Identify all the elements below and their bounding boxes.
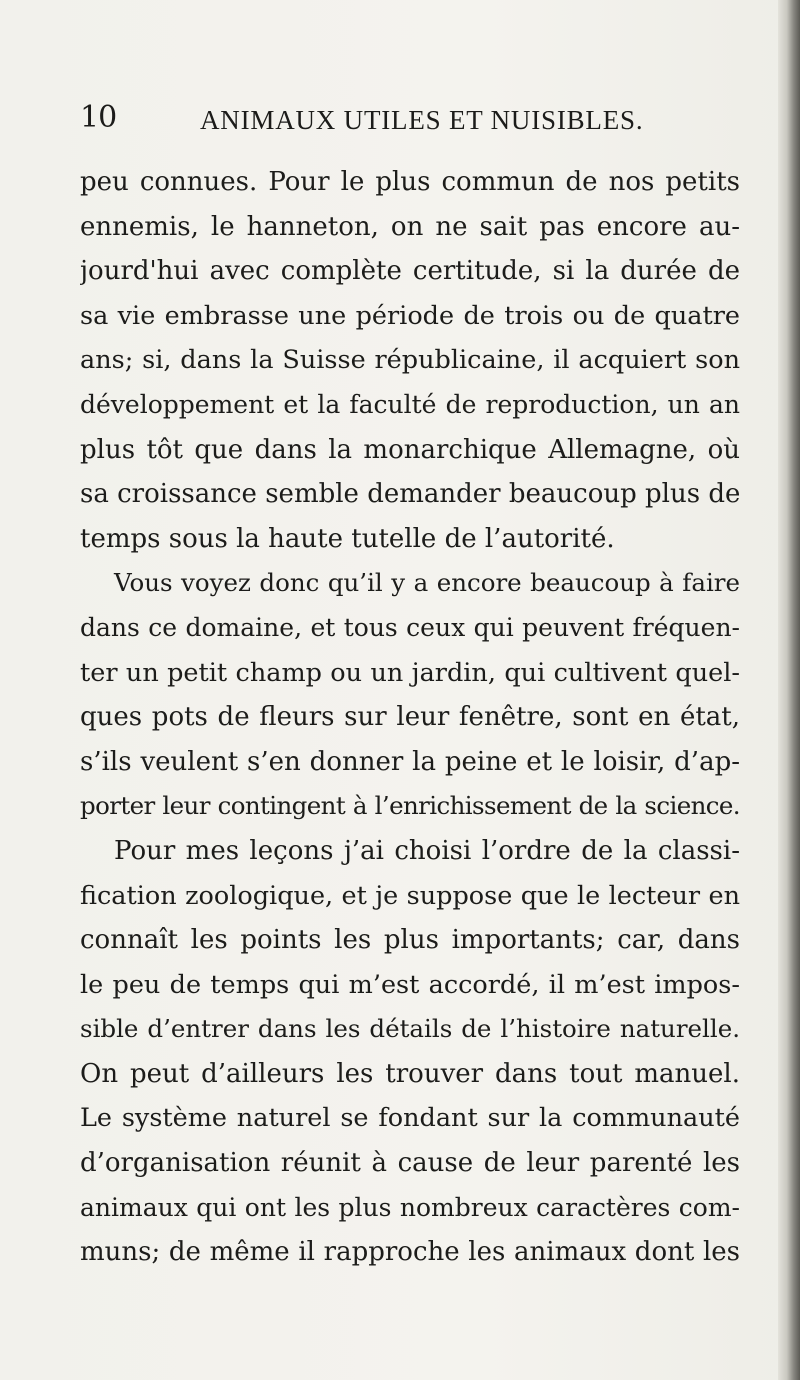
text-line: sa croissance semble demander beaucoup plus de [80, 479, 740, 510]
text-line: connaît les points les plus importants; car, dans [80, 925, 740, 956]
paragraph-start-line: Vous voyez donc qu’il y a encore beaucoup à faire [114, 568, 740, 598]
text-line: peu connues. Pour le plus commun de nos petits [80, 167, 740, 197]
text-line: dans ce domaine, et tous ceux qui peuvent fréquen- [80, 612, 740, 642]
text-line: porter leur contingent à l’enrichissement de la science. [80, 791, 740, 821]
page-number: 10 [80, 100, 117, 135]
page-header [80, 100, 740, 140]
text-line: ques pots de fleurs sur leur fenêtre, sont en état, [80, 702, 740, 733]
text-line: s’ils veulent s’en donner la peine et le loisir, d’ap- [80, 746, 740, 777]
running-title: ANIMAUX UTILES ET NUISIBLES. [200, 105, 644, 135]
book-spine-edge [778, 0, 800, 1380]
text-line: fication zoologique, et je suppose que le lecteur en [80, 880, 740, 911]
text-line: sa vie embrasse une période de trois ou de quatre [80, 300, 740, 331]
text-line: On peut d’ailleurs les trouver dans tout manuel. [80, 1058, 740, 1089]
body-text [80, 160, 740, 1275]
paragraph-start-line: Pour mes leçons j’ai choisi l’ordre de la classi- [114, 835, 740, 866]
text-line: d’organisation réunit à cause de leur parenté les [80, 1148, 740, 1179]
text-line: plus tôt que dans la monarchique Allemagne, où [80, 434, 740, 465]
text-line: animaux qui ont les plus nombreux caractères com- [80, 1192, 740, 1222]
text-line: le peu de temps qui m’est accordé, il m’est impos- [80, 969, 740, 1000]
text-line: développement et la faculté de reproduction, un an [80, 389, 740, 419]
text-line: sible d’entrer dans les détails de l’histoire naturelle. [80, 1014, 740, 1044]
text-line: ans; si, dans la Suisse républicaine, il acquiert son [80, 345, 740, 376]
text-line: jourd'hui avec complète certitude, si la durée de [80, 256, 740, 287]
text-line: ter un petit champ ou un jardin, qui cultivent quel- [80, 657, 740, 688]
text-line: temps sous la haute tutelle de l’autorité. [80, 523, 615, 554]
text-line: Le système naturel se fondant sur la communauté [80, 1103, 740, 1134]
text-line: ennemis, le hanneton, on ne sait pas encore au- [80, 211, 740, 242]
text-line: muns; de même il rapproche les animaux dont les [80, 1237, 740, 1268]
